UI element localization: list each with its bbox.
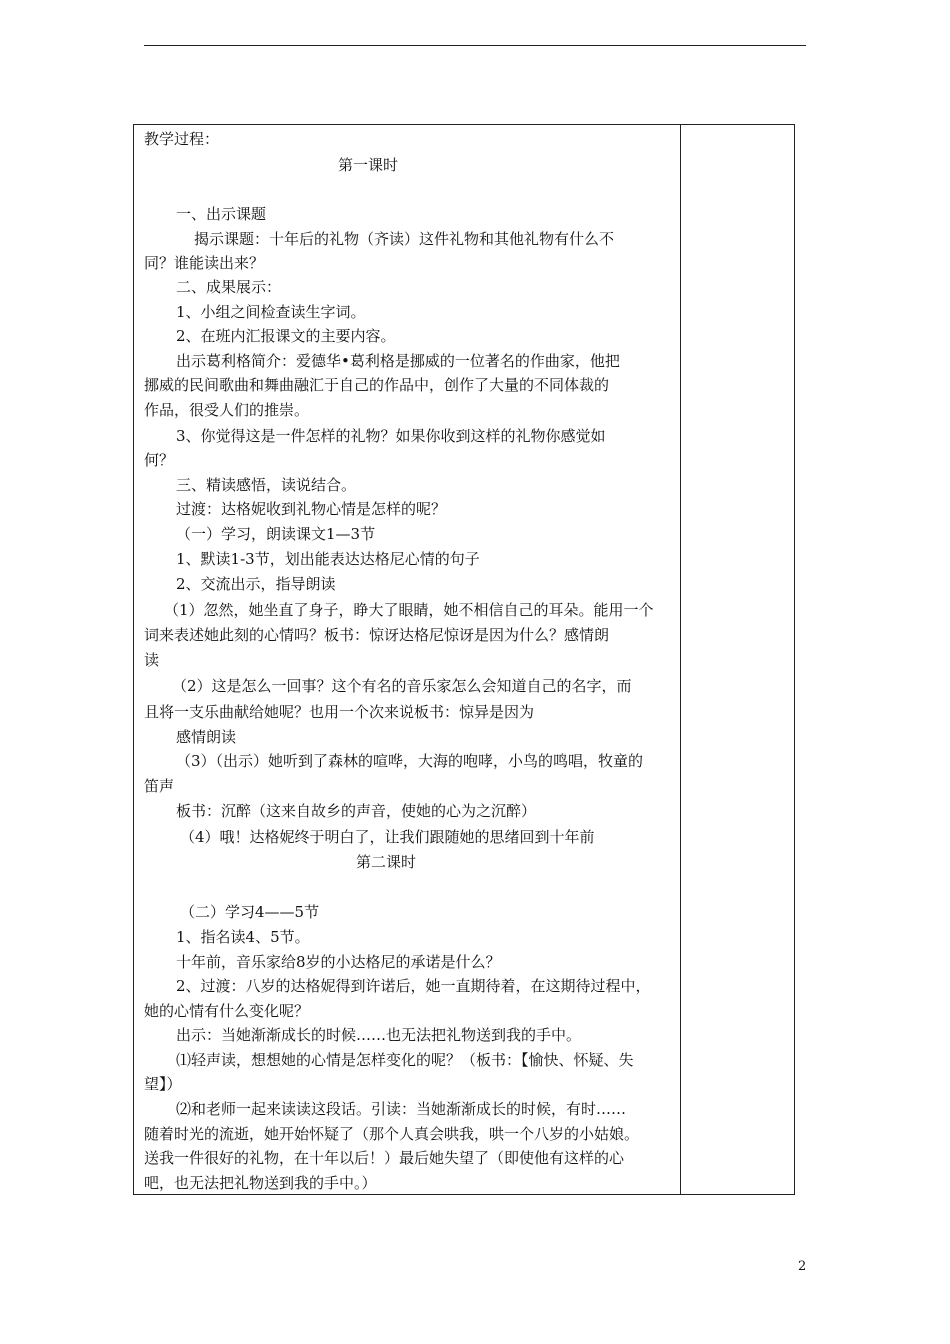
lesson-table	[133, 124, 795, 1195]
text-line: 挪威的民间歌曲和舞曲融汇于自己的作品中，创作了大量的不同体裁的	[144, 376, 610, 394]
text-line: 出示葛利格简介：爱德华•葛利格是挪威的一位著名的作曲家，他把	[176, 352, 620, 370]
lesson-period-title: 第一课时	[338, 156, 399, 174]
page-number: 2	[798, 1259, 807, 1274]
text-line: （4）哦！达格妮终于明白了，让我们跟随她的思绪回到十年前	[180, 828, 595, 846]
text-line: 送我一件很好的礼物，在十年以后！）最后她失望了（即使他有这样的心	[144, 1149, 625, 1167]
text-line: 1、指名读4、5节。	[176, 928, 310, 946]
text-line: 读	[144, 651, 160, 669]
text-line: 她的心情有什么变化呢？	[144, 1002, 310, 1020]
text-line: 1、小组之间检查读生字词。	[176, 303, 366, 321]
text-line: 揭示课题：十年后的礼物（齐读）这件礼物和其他礼物有什么不	[194, 230, 615, 248]
text-line: 2、在班内汇报课文的主要内容。	[176, 327, 396, 345]
text-line: ⑵和老师一起来读读这段话。引读：当她渐渐成长的时候，有时……	[176, 1100, 627, 1118]
section-heading: 教学过程：	[144, 130, 220, 148]
text-line: 三、精读感悟，读说结合。	[176, 476, 357, 494]
text-line: 作品，很受人们的推崇。	[144, 401, 310, 419]
text-line: 吧，也无法把礼物送到我的手中。）	[144, 1174, 377, 1192]
text-line: 词来表述她此刻的心情吗？板书：惊讶达格尼惊讶是因为什么？感情朗	[144, 626, 610, 644]
text-line: （二）学习4——5节	[180, 903, 320, 921]
text-line: 感情朗读	[176, 728, 237, 746]
text-line: 随着时光的流逝，她开始怀疑了（那个人真会哄我，哄一个八岁的小姑娘。	[144, 1125, 640, 1143]
text-line: 十年前，音乐家给8岁的小达格尼的承诺是什么？	[176, 953, 501, 971]
text-line: 2、交流出示，指导朗读	[176, 575, 336, 593]
text-line: 同？谁能读出来？	[144, 254, 265, 272]
text-line: 板书：沉醉（这来自故乡的声音，使她的心为之沉醉）	[176, 802, 537, 820]
text-line: 笛声	[144, 777, 175, 795]
text-line: ⑴轻声读，想想她的心情是怎样变化的呢？（板书：【愉快、怀疑、失	[176, 1051, 634, 1069]
text-line: （一）学习，朗读课文1—3节	[176, 525, 376, 543]
text-line: 且将一支乐曲献给她呢？也用一个次来说板书：惊异是因为	[144, 703, 535, 721]
header-rule	[144, 45, 806, 46]
text-line: 3、你觉得这是一件怎样的礼物？如果你收到这样的礼物你感觉如	[176, 427, 606, 445]
text-line: 望】）	[144, 1075, 182, 1093]
text-line: 何？	[144, 451, 175, 469]
text-line: 二、成果展示：	[176, 278, 282, 296]
text-line: （3）（出示）她听到了森林的喧哗，大海的咆哮，小鸟的鸣唱，牧童的	[176, 752, 644, 770]
lesson-period-title: 第二课时	[356, 853, 417, 871]
text-line: 一、出示课题	[176, 205, 267, 223]
text-line: 出示：当她渐渐成长的时候……也无法把礼物送到我的手中。	[176, 1026, 582, 1044]
text-line: （1）忽然，她坐直了身子，睁大了眼睛，她不相信自己的耳朵。能用一个	[164, 601, 654, 619]
text-line: （2）这是怎么一回事？这个有名的音乐家怎么会知道自己的名字，而	[172, 677, 632, 695]
text-line: 2、过渡：八岁的达格妮得到许诺后，她一直期待着，在这期待过程中，	[176, 977, 651, 995]
text-line: 1、默读1-3节，划出能表达达格尼心情的句子	[176, 550, 480, 568]
text-line: 过渡：达格妮收到礼物心情是怎样的呢？	[176, 500, 447, 518]
column-divider	[680, 125, 681, 1194]
